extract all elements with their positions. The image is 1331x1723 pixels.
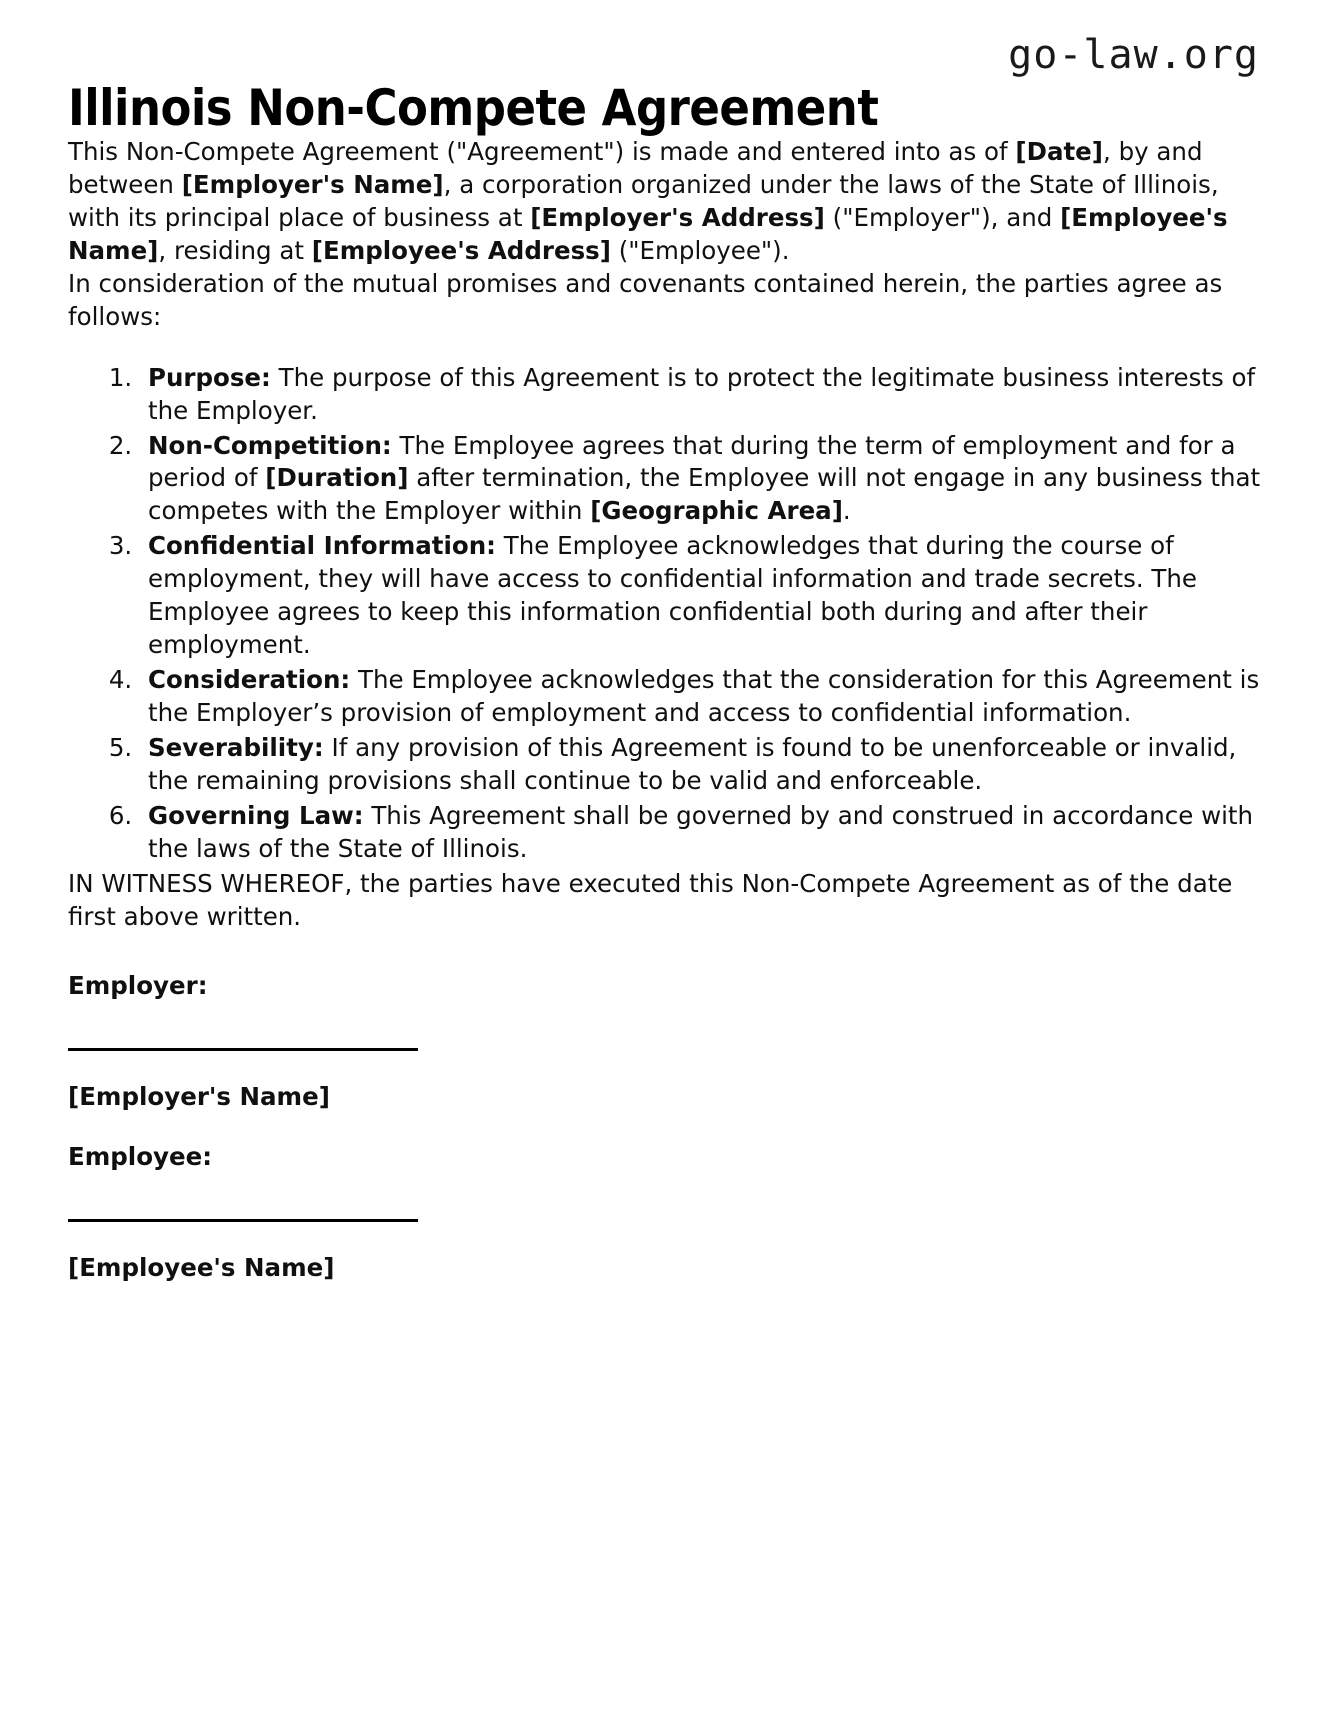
intro-text-e: , residing at bbox=[158, 235, 312, 265]
employee-signature-name: [Employee's Name] bbox=[68, 1253, 335, 1283]
site-logo: go-law.org bbox=[1008, 32, 1259, 78]
placeholder-employee-address: [Employee's Address] bbox=[311, 235, 611, 265]
witness-paragraph: IN WITNESS WHEREOF, the parties have executed this Non-Compete Agreement as of the date first above written. bbox=[68, 868, 1233, 931]
clause-text: after termination, the Employee will not engage in any business that competes with the Employer within bbox=[148, 463, 1261, 526]
employer-signature-name: [Employer's Name] bbox=[68, 1081, 330, 1111]
clause-heading: Non-Competition: bbox=[148, 430, 392, 460]
intro-text-c: , a corporation organized under the laws of the State of Illinois, with its principal place of business at bbox=[68, 169, 1219, 232]
clause-heading: Severability: bbox=[148, 732, 324, 762]
intro-text-b: , by and between bbox=[68, 137, 1203, 199]
employer-signature-label: Employer: bbox=[68, 970, 208, 1000]
clause-text: The Employee acknowledges that during the course of employment, they will have access to confidential information and trade secrets. The Employee agrees to keep this information confidential both during and after their employment. bbox=[148, 531, 1198, 660]
clause-text: The Employee agrees that during the term of employment and for a period of bbox=[148, 430, 1236, 493]
employee-signature-label: Employee: bbox=[68, 1142, 213, 1172]
intro-text-a: This Non-Compete Agreement ("Agreement") is made and entered into as of bbox=[68, 137, 1016, 166]
document-body bbox=[68, 136, 1263, 1285]
clause-item-governing-law bbox=[140, 800, 1263, 866]
employee-signature-line bbox=[68, 1219, 418, 1222]
consideration-paragraph: In consideration of the mutual promises and covenants contained herein, the parties agree as follows: bbox=[68, 268, 1223, 331]
clause-item-severability bbox=[140, 732, 1263, 798]
placeholder-employer-address: [Employer's Address] bbox=[530, 202, 825, 232]
clause-heading: Confidential Information: bbox=[148, 531, 496, 561]
clause-text: The Employee acknowledges that the consideration for this Agreement is the Employer’s provision of employment and access to confidential information. bbox=[148, 665, 1260, 727]
clause-text: This Agreement shall be governed by and construed in accordance with the laws of the State of Illinois. bbox=[148, 800, 1254, 863]
placeholder-employee-name: [Employee's Name] bbox=[68, 202, 1228, 265]
page-title: Illinois Non-Compete Agreement bbox=[68, 79, 879, 137]
placeholder-geographic-area: [Geographic Area] bbox=[590, 496, 843, 526]
placeholder-duration: [Duration] bbox=[265, 463, 409, 493]
intro-paragraph bbox=[68, 136, 1263, 268]
placeholder-employer-name: [Employer's Name] bbox=[181, 169, 444, 199]
employer-signature-line bbox=[68, 1048, 418, 1051]
clause-item-non-competition bbox=[140, 430, 1263, 529]
clause-heading: Governing Law: bbox=[148, 800, 364, 830]
signature-block bbox=[68, 970, 1263, 1286]
clause-heading: Purpose: bbox=[148, 362, 271, 392]
clause-item-purpose bbox=[140, 362, 1263, 428]
clause-heading: Consideration: bbox=[148, 665, 351, 695]
clause-item-confidential-information bbox=[140, 530, 1263, 662]
intro-text-f: ("Employee"). bbox=[610, 235, 790, 265]
clause-text: If any provision of this Agreement is found to be unenforceable or invalid, the remaining provisions shall continue to be valid and enforceable. bbox=[148, 732, 1237, 795]
clause-list bbox=[68, 362, 1263, 866]
placeholder-date: [Date] bbox=[1015, 137, 1103, 166]
clause-item-consideration bbox=[140, 664, 1263, 730]
intro-text-d: ("Employer"), and bbox=[824, 202, 1061, 232]
clause-text: . bbox=[842, 496, 851, 526]
clause-text: The purpose of this Agreement is to protect the legitimate business interests of the Employer. bbox=[148, 362, 1256, 425]
